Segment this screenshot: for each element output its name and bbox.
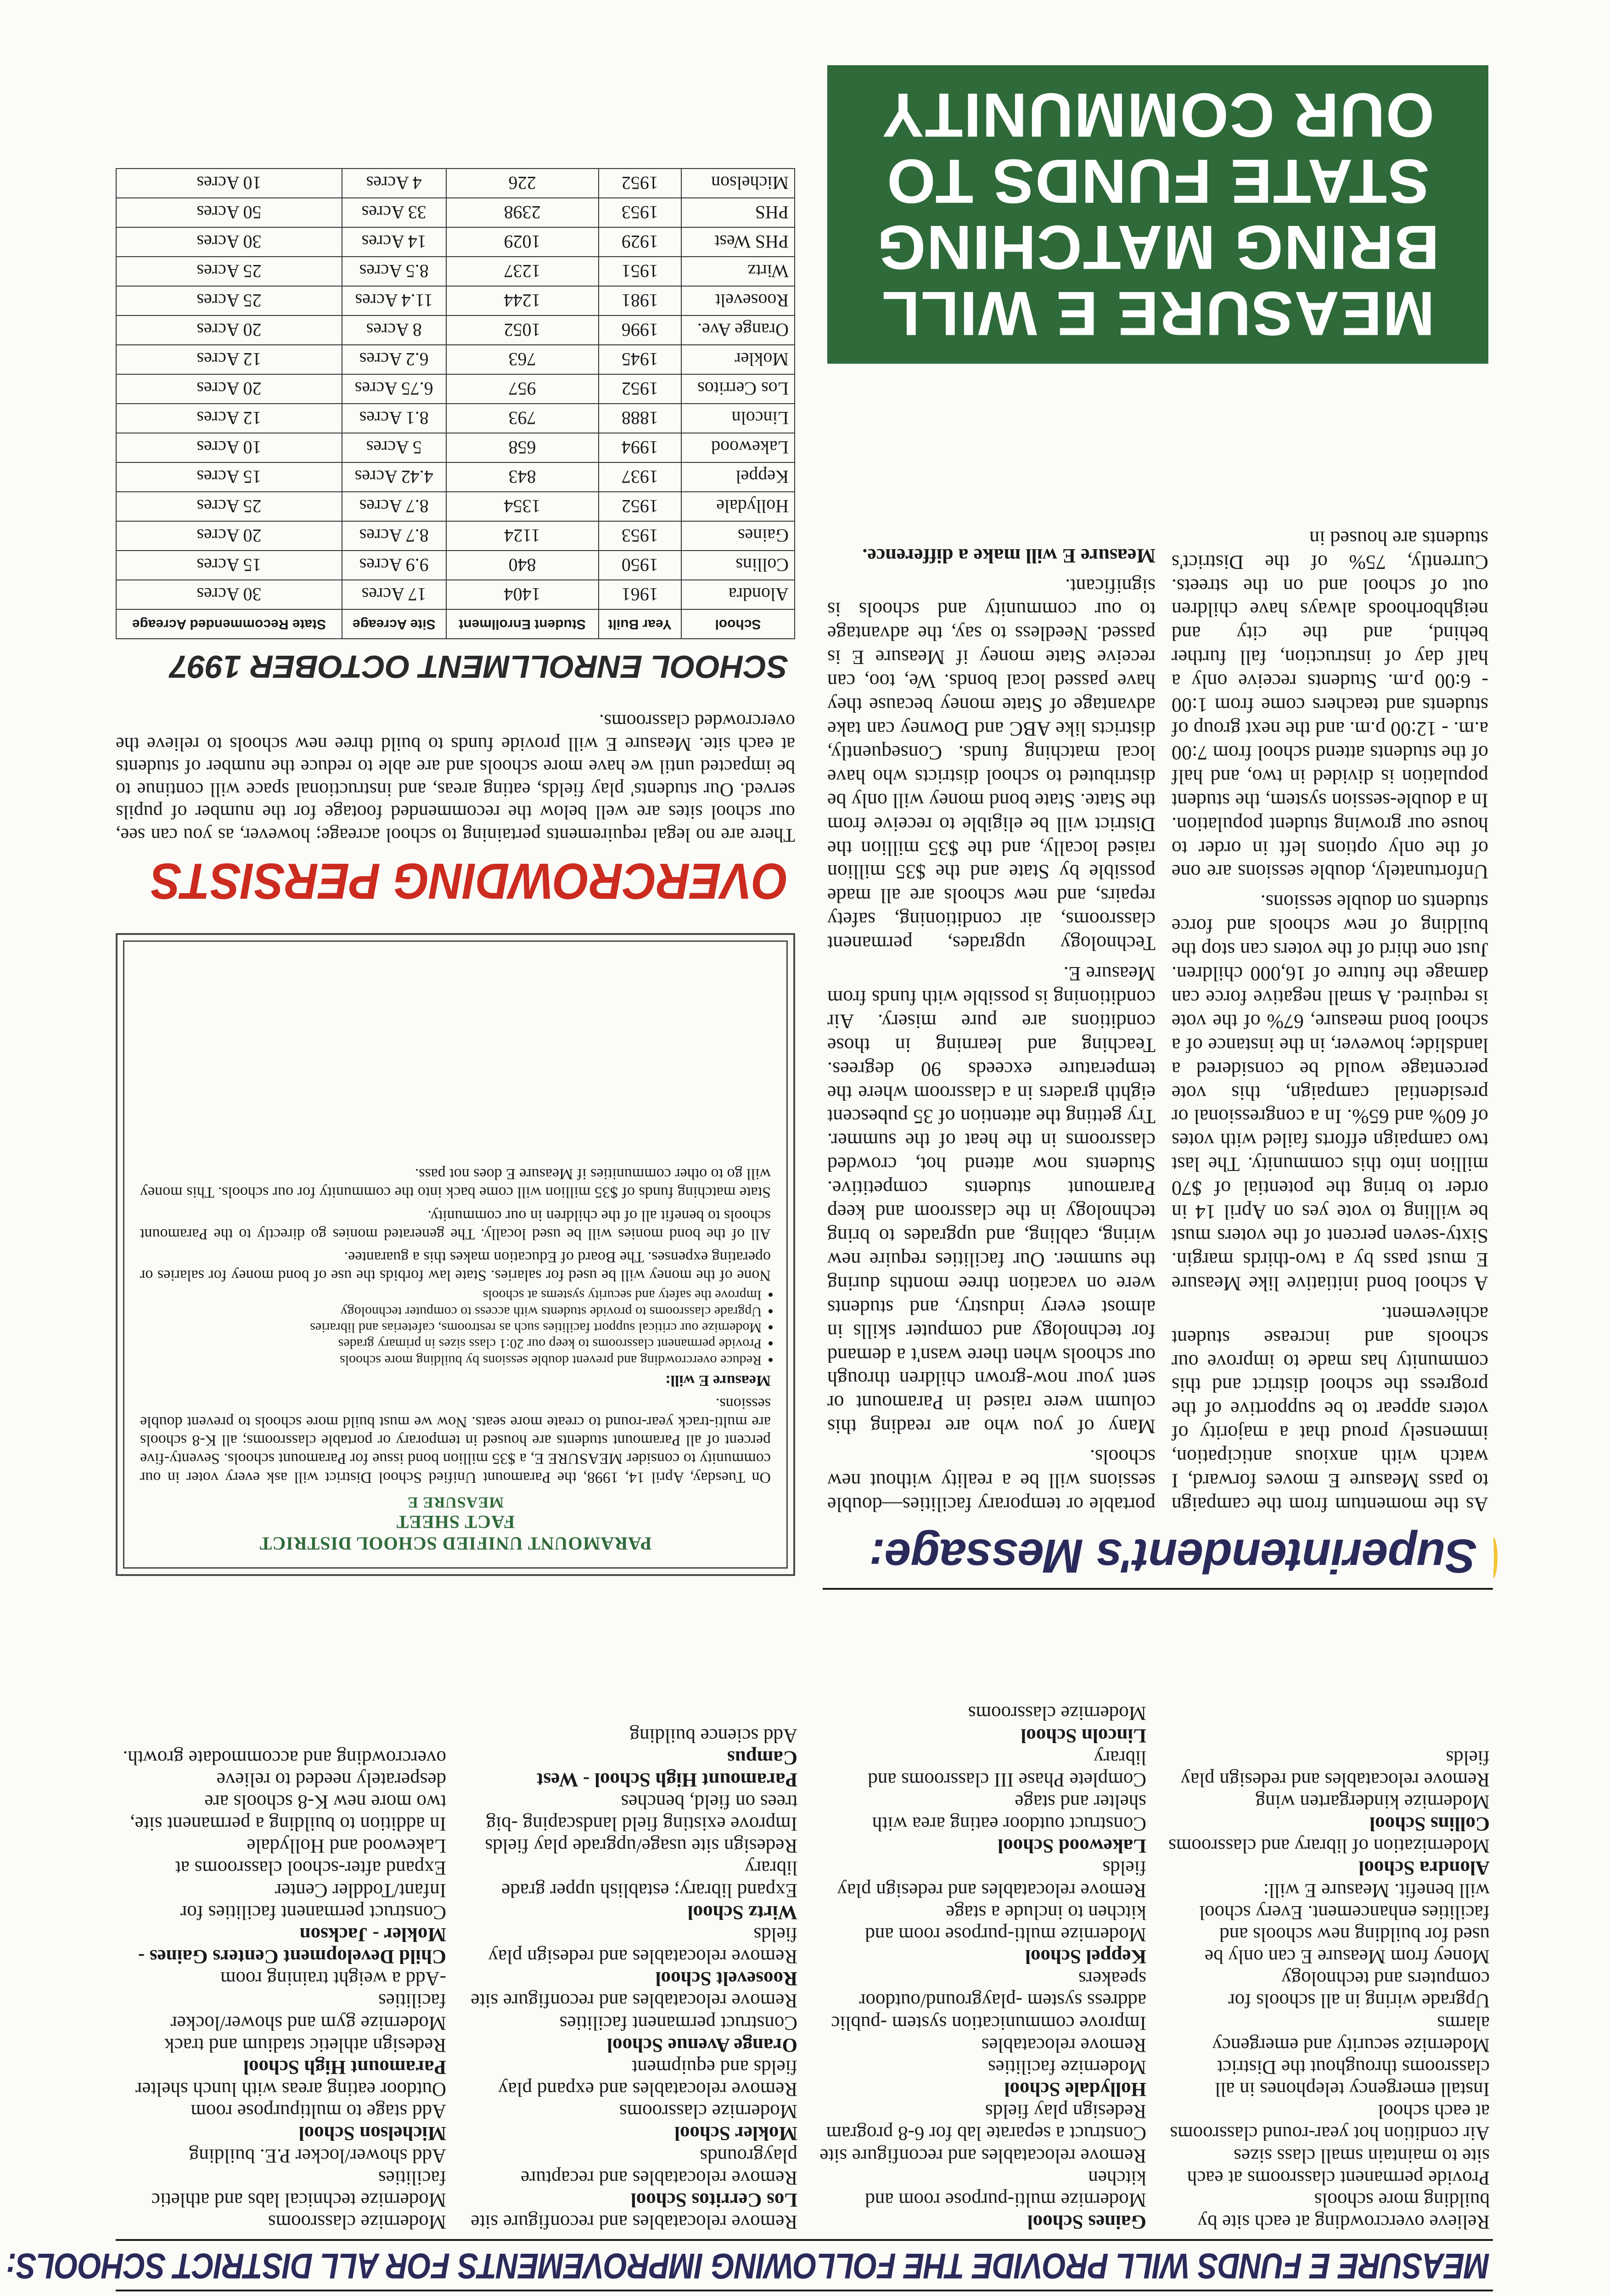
fact-bullet: • Improve the safety and security systems at schools (140, 1287, 762, 1303)
improvement-item: Remove relocatables and reconfigure site (471, 2211, 797, 2233)
table-cell: 17 Acres (342, 580, 446, 609)
column-header: Year Built (599, 609, 681, 639)
table-cell: 9.9 Acres (342, 551, 446, 580)
school-heading: Michelson School (298, 2122, 446, 2144)
table-cell: 6.2 Acres (342, 345, 446, 374)
table-cell: 20 Acres (116, 315, 342, 345)
table-row (116, 374, 795, 404)
table-row (116, 169, 795, 198)
table-row (116, 257, 795, 286)
improvement-item: Modernize classrooms (619, 2100, 797, 2122)
improvement-item: Air condition hot year-round classrooms at each school (1170, 2100, 1490, 2144)
table-cell: 1952 (599, 374, 681, 404)
table-cell: Mokler (681, 345, 795, 374)
improvement-item: Install emergency telephones in all classrooms throughout the District (1215, 2056, 1490, 2100)
table-cell: Lincoln (681, 404, 795, 433)
improvement-item: Modernize multi-purpose room and kitchen (865, 2167, 1146, 2211)
table-cell: 12 Acres (116, 345, 342, 374)
improvement-item: Modernize kindergarten wing (1255, 1791, 1490, 1813)
improvement-item: Improve communication system -public address system -playground/outdoor speakers (831, 1968, 1146, 2034)
table-cell: 33 Acres (342, 198, 446, 227)
table-cell: 30 Acres (116, 227, 342, 257)
fact-bullet: • Modernize our critical support facilities such as restrooms, cafeterias and libraries (140, 1320, 762, 1336)
table-cell: 1981 (599, 286, 681, 315)
table-cell: 1951 (599, 257, 681, 286)
improvement-item: Modernize facilities (987, 2056, 1146, 2078)
column-header: School (681, 609, 795, 639)
school-heading: Paramount High School - West Campus (537, 1746, 797, 1790)
table-cell: 50 Acres (116, 198, 342, 227)
table-cell: 2398 (446, 198, 599, 227)
school-heading: Mokler School (674, 2122, 797, 2144)
improvement-item: Add shower/locker P.E. building (189, 2144, 446, 2167)
table-row (116, 315, 795, 345)
table-cell: 793 (446, 404, 599, 433)
improvement-item: Relieve overcrowding at each site by building more schools (1197, 2189, 1490, 2233)
decor-paren (1488, 1537, 1498, 1578)
school-heading: Child Development Centers Gaines - Mokler - Jackson (138, 1923, 446, 1968)
table-row (116, 286, 795, 315)
school-heading: Keppel School (1025, 1946, 1146, 1968)
improvement-item: Remove relocatables and recapture playgrounds (521, 2144, 797, 2189)
table-cell: Wirtz (681, 257, 795, 286)
improvement-item: Modernize gym and shower/locker facilities (170, 1990, 446, 2034)
improvement-item: Modernize multi-purpose room and kitchen to include a stage (865, 1901, 1146, 1945)
table-cell: Roosevelt (681, 286, 795, 315)
improvements-col-1 (1168, 1746, 1490, 2233)
table-cell: 20 Acres (116, 374, 342, 404)
table-cell: Hollydale (681, 492, 795, 521)
message-paragraph: Many of you who are reading this column were raised in Paramount or sent your now-grown children through our schools when there wasn't a demand for technology and computer skills in almost every industry, and students were on vacation three months during the summer. Our facilities require new wiring, cabling, and upgrades to bring technology in the classroom and keep Paramount students competitive. Students now attend hot, crowded classrooms in the heat of the summer. Try getting the attention of 35 pubescent eighth graders in a classroom where the temperature exceeds 90 degrees. Teaching and learning in those conditions are pure misery. Air conditioning is possible with funds from Measure E. (827, 962, 1156, 1438)
table-row (116, 198, 795, 227)
improvement-item: Redesign play fields (985, 2100, 1146, 2122)
table-cell: 12 Acres (116, 404, 342, 433)
improvement-item: Modernize classrooms (968, 1702, 1146, 1724)
table-cell: 843 (446, 462, 599, 492)
improvement-item: Provide permanent classrooms at each site to maintain small class sizes (1187, 2144, 1490, 2189)
fact-sheet-matching: State matching funds of $35 million will come back into the community for our schools. This money will go to other communities if Measure E does not pass. (140, 1165, 771, 1201)
fact-sheet-locally: All of the bond monies will be used locally. The generated monies go directly to the Paramount schools to benefit all of the children in our community. (140, 1207, 771, 1243)
message-paragraph: portable or temporary facilities—double sessions will be a reality without new schools. (827, 1446, 1156, 1516)
improvement-item: -Add a weight training room (220, 1968, 446, 1990)
improvement-item: Remove relocatables and redesign play fields (488, 1923, 797, 1968)
table-cell: 1961 (599, 580, 681, 609)
superintendent-rule (823, 1588, 1493, 1590)
improvement-item: Expand library; establish upper grade library (501, 1857, 797, 1901)
school-heading: Paramount High School (243, 2056, 446, 2078)
table-cell: Keppel (681, 462, 795, 492)
column-header: Site Acreage (342, 609, 446, 639)
table-cell: Gaines (681, 521, 795, 551)
school-heading: Lakewood School (998, 1835, 1146, 1857)
table-row (116, 551, 795, 580)
header-rule (116, 2290, 1493, 2291)
table-cell: 1952 (599, 492, 681, 521)
fact-bullet: • Provide permanent classrooms to keep our 20:1 class sizes in primary grades (140, 1336, 762, 1352)
table-cell: 1996 (599, 315, 681, 345)
improvement-item: Improve existing field landscaping -big trees on field, benches (486, 1791, 797, 1835)
table-row (116, 521, 795, 551)
table-cell: 8.7 Acres (342, 492, 446, 521)
column-header: Student Enrollment (446, 609, 599, 639)
superintendent-col-1 (1172, 520, 1488, 1516)
table-cell: Collins (681, 551, 795, 580)
table-cell: PHS (681, 198, 795, 227)
table-row (116, 462, 795, 492)
table-cell: Orange Ave. (681, 315, 795, 345)
table-cell: 25 Acres (116, 286, 342, 315)
table-cell: Alondra (681, 580, 795, 609)
table-row (116, 404, 795, 433)
table-cell: 1124 (446, 521, 599, 551)
school-heading: Collins School (1369, 1813, 1490, 1835)
improvement-item: Remove relocatables and reconfigure site (819, 2144, 1146, 2167)
table-cell: 8.1 Acres (342, 404, 446, 433)
banner-rule (116, 2239, 1493, 2241)
improvement-item: Redesign athletic stadium and track (164, 2034, 446, 2056)
message-paragraph: As the momentum from the campaign to pass Measure E moves forward, I watch with anxious anticipation, immensely proud that a majority of voters appear to be supportive of the progress the school district and this community has made to improve our schools and increase student achievement. (1172, 1302, 1488, 1516)
school-heading: Gaines School (1027, 2211, 1146, 2233)
table-cell: 1953 (599, 198, 681, 227)
superintendent-title: Superintendent's Message: (869, 1529, 1477, 1582)
school-heading: Wirtz School (687, 1901, 797, 1923)
matching-funds-text: MEASURE E WILL BRING MATCHING STATE FUNDS TO OUR COMMUNITY (876, 80, 1440, 349)
table-cell: 15 Acres (116, 462, 342, 492)
table-cell: 8.5 Acres (342, 257, 446, 286)
fact-sheet-intro: On Tuesday, April 14, 1998, the Paramount Unified School District will ask every voter in our community to consider MEASURE E, a $35 million bond issue for Paramount schools. Seventy-five percent of all Paramount students are housed in temporary or portable classrooms; all K-8 schools are multi-track year-round to create more seats. Now we must build more schools to prevent double sessions. (140, 1395, 771, 1486)
table-cell: 4 Acres (342, 169, 446, 198)
improvement-item: Expand after-school classrooms at Lakewood and Hollydale (175, 1835, 446, 1879)
table-cell: 1929 (599, 227, 681, 257)
improvement-item: Remove relocatables and reconfigure site (471, 1990, 797, 2012)
improvement-item: Remove relocatables and expand play fields and equipment (498, 2056, 797, 2100)
improvements-col-4 (116, 1746, 446, 2233)
school-heading: Orange Avenue School (607, 2034, 797, 2056)
improvements-col-3 (467, 1724, 797, 2233)
table-cell: 5 Acres (342, 433, 446, 462)
improvement-item: Modernization of library and classrooms (1168, 1835, 1490, 1857)
table-cell: 1404 (446, 580, 599, 609)
table-cell: 1953 (599, 521, 681, 551)
school-heading: Lincoln School (1021, 1724, 1146, 1746)
improvement-item: Construct permanent facilities for Infant/Toddler Center (180, 1879, 446, 1923)
enrollment-table (116, 168, 795, 639)
table-cell: 14 Acres (342, 227, 446, 257)
table-cell: 15 Acres (116, 551, 342, 580)
table-row (116, 492, 795, 521)
table-cell: 1029 (446, 227, 599, 257)
table-cell: 1950 (599, 551, 681, 580)
table-cell: 226 (446, 169, 599, 198)
fact-sheet-title-3: MEASURE E (407, 1493, 504, 1511)
table-cell: 1237 (446, 257, 599, 286)
table-cell: Lakewood (681, 433, 795, 462)
improvement-item: Add stage to multipurpose room (191, 2100, 446, 2122)
fact-sheet-title-2: FACT SHEET (396, 1511, 515, 1532)
fact-sheet-salaries: None of the money will be used for salaries. State law forbids the use of bond money for salaries or operating expenses. The Board of Education makes this a guarantee. (140, 1248, 771, 1284)
school-heading: Roosevelt School (655, 1968, 797, 1990)
table-header-row (116, 609, 795, 639)
table-cell: 11.4 Acres (342, 286, 446, 315)
table-cell: Michelson (681, 169, 795, 198)
table-row (116, 345, 795, 374)
fact-sheet-bullets (140, 1287, 762, 1368)
table-row (116, 433, 795, 462)
improvement-item: Construct outdoor eating area with shelter and stage (872, 1791, 1146, 1835)
table-row (116, 227, 795, 257)
improvement-item: Remove relocatables and redesign play fields (1180, 1746, 1490, 1790)
table-cell: 8 Acres (342, 315, 446, 345)
table-cell: 1994 (599, 433, 681, 462)
table-cell: 658 (446, 433, 599, 462)
overcrowding-text: There are no legal requirements pertaining to school acreage; however, as you can see, our school sites are well below the recommended footage for the number of pupils served. Our students' play fields, eating areas, and instructional space will continue to be impacted until we have more schools and are able to reduce the number of students at each site. Measure E will provide funds to build three new schools to relieve the overcrowded classrooms. (116, 710, 795, 845)
table-cell: 1354 (446, 492, 599, 521)
matching-funds-box (827, 65, 1488, 364)
message-paragraph: Technology upgrades, permanent classrooms, air conditioning, safety repairs, and new schools are all made possible by State and the $35 million raised locally, and the $35 million the District will be eligible to receive from the State. State bond money will only be distributed to school districts who have local matching funds. Consequently, districts like ABC and Downey can take advantage of State money because they have passed local bonds. We, too, can receive State money if Measure E is passed. Needless to say, the advantage to our community and schools is significant. (827, 574, 1156, 955)
table-cell: 6.75 Acres (342, 374, 446, 404)
improvement-item: Modernize technical labs and athletic facilities (151, 2167, 446, 2211)
improvements-banner: MEASURE E FUNDS WILL PROVIDE THE FOLLOWING IMPROVEMENTS FOR ALL DISTRICT SCHOOLS: (6, 2246, 1490, 2286)
table-body (116, 169, 795, 609)
improvement-item: In addition to building a permanent site, two more new K-8 schools are desperately needed to relieve overcrowding and accommodate growth. (123, 1746, 446, 1835)
superintendent-col-2 (827, 537, 1156, 1516)
column-header: State Recommended Acreage (116, 609, 342, 639)
improvement-item: Remove relocatables and redesign play fields (837, 1857, 1146, 1901)
enrollment-title: SCHOOL ENROLLMENT OCTOBER 1997 (169, 649, 788, 685)
improvement-item: Construct permanent facilities (559, 2012, 797, 2034)
school-heading: Hollydale School (1004, 2078, 1146, 2100)
table-cell: 1888 (599, 404, 681, 433)
table-cell: 8.7 Acres (342, 521, 446, 551)
table-cell: Los Cerritos (681, 374, 795, 404)
table-cell: 25 Acres (116, 257, 342, 286)
message-paragraph: Measure E will make a difference. (862, 544, 1156, 567)
school-heading: Los Cerritos School (630, 2189, 797, 2211)
improvement-item: Redesign site usage/upgrade play fields (485, 1835, 797, 1857)
fact-sheet-title-1: PARAMOUNT UNIFIED SCHOOL DISTRICT (259, 1533, 652, 1554)
table-cell: 4.42 Acres (342, 462, 446, 492)
table-cell: PHS West (681, 227, 795, 257)
improvement-item: Complete Phase III classrooms and library (868, 1746, 1146, 1790)
fact-bullet: • Upgrade classrooms to provide students with access to computer technology (140, 1303, 762, 1319)
improvement-item: Money from Measure E can only be used for building new schools and facilities enhancement. Every school will benefit. Measure E will: (1199, 1879, 1490, 1968)
improvement-item: Add science building (629, 1724, 797, 1746)
table-cell: 30 Acres (116, 580, 342, 609)
table-cell: 1952 (599, 169, 681, 198)
fact-sheet-box (116, 933, 795, 1576)
message-paragraph: A school bond initiative like Measure E must pass by a two-thirds margin. Sixty-seven percent of the voters must be willing to vote yes on April 14 in order to bring the potential of $70 million into this community. The last two campaign efforts failed with votes of 60% and 65%. In a congressional or presidential campaign, this vote percentage would be considered a landslide; however, in the instance of a school bond measure, 67% of the vote is required. A small negative force can damage the future of 16,000 children. Just one third of the voters can stop the building of new schools and force students on double sessions. (1172, 891, 1488, 1295)
table-cell: 840 (446, 551, 599, 580)
table-cell: 25 Acres (116, 492, 342, 521)
school-heading: Alondra School (1358, 1857, 1490, 1879)
improvements-col-2 (816, 1702, 1146, 2233)
overcrowding-title: OVERCROWDING PERSISTS (151, 853, 788, 909)
improvement-item: Modernize security and emergency alarms (1212, 2012, 1490, 2056)
table-cell: 10 Acres (116, 433, 342, 462)
fact-bullet: • Reduce overcrowding and prevent double sessions by building more schools (140, 1352, 762, 1368)
fact-sheet-will: Measure E will: (665, 1372, 771, 1389)
enrollment-table-wrap (116, 168, 795, 639)
table-cell: 1052 (446, 315, 599, 345)
table-cell: 20 Acres (116, 521, 342, 551)
table-cell: 763 (446, 345, 599, 374)
message-paragraph: Unfortunately, double sessions are one of the only options left in order to house our growing student population. In a double-session system, the student population is divided in two, and half of the students attend school from 7:00 a.m. - 12:00 p.m. and the next group of students and teachers come from 1:00 - 6:00 p.m. Students receive only a half day of instruction, fall further behind, and the city and neighborhoods always have children out of school and on the streets. Currently, 75% of the District's students are housed in (1172, 527, 1488, 884)
table-cell: 1244 (446, 286, 599, 315)
table-cell: 1945 (599, 345, 681, 374)
table-cell: 957 (446, 374, 599, 404)
table-cell: 10 Acres (116, 169, 342, 198)
improvement-item: Construct a separate lab for 6-8 program (826, 2122, 1146, 2144)
table-row (116, 580, 795, 609)
table-cell: 1937 (599, 462, 681, 492)
improvement-item: Outdoor eating areas with lunch shelter (135, 2078, 446, 2100)
improvement-item: Remove relocatables (981, 2034, 1146, 2056)
improvement-item: Upgrade wiring in all schools for computers and technology (1228, 1968, 1490, 2012)
improvement-item: Modernize classrooms (268, 2211, 446, 2233)
